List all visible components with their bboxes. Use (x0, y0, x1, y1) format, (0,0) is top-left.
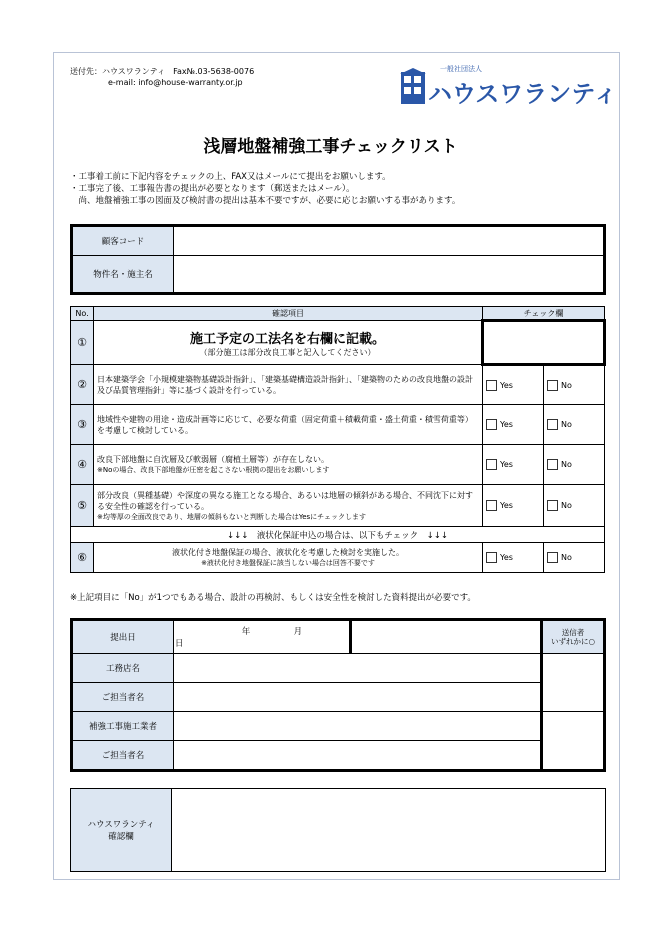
checkbox-icon (486, 380, 497, 391)
day-label: 日 (175, 639, 184, 649)
yes-label: Yes (500, 460, 513, 469)
liquefaction-note: ↓↓↓ 液状化保証申込の場合は、以下もチェック ↓↓↓ (71, 527, 605, 543)
property-name-field[interactable] (174, 256, 605, 294)
item-text: 改良下部地盤に自沈層及び軟弱層（腐植土層等）が存在しない。 (97, 455, 329, 464)
item-number: ④ (71, 445, 94, 485)
header-send-to (70, 66, 254, 88)
person2-field[interactable] (174, 741, 542, 771)
customer-table (70, 224, 606, 295)
note-line: ・工事着工前に下記内容をチェックの上、FAX又はメールにて提出をお願いします。 (70, 172, 391, 182)
yes-option[interactable] (483, 445, 544, 485)
no-option[interactable] (544, 445, 605, 485)
sender-sub-label: いずれかに○ (550, 637, 596, 646)
item-text: 施工予定の工法名を右欄に記載。 (189, 331, 385, 347)
method-name-field[interactable] (483, 321, 605, 365)
house-logo-icon (400, 68, 426, 106)
logo-text: ハウスワランティ (428, 80, 618, 108)
checklist-table (70, 306, 606, 573)
confirm-label-line1: ハウスワランティ (87, 820, 155, 830)
no-label: No (561, 420, 572, 429)
col-check-header: チェック欄 (483, 307, 605, 321)
no-label: No (561, 460, 572, 469)
item-number: ① (71, 321, 94, 365)
yes-label: Yes (500, 553, 513, 562)
yes-option[interactable] (483, 543, 544, 573)
checkbox-icon (547, 419, 558, 430)
col-no-header: No. (71, 307, 94, 321)
item-subnote: （部分施工は部分改良工事と記入してください） (199, 347, 376, 357)
customer-code-field[interactable] (174, 226, 605, 256)
item-number: ③ (71, 405, 94, 445)
yes-option[interactable] (483, 485, 544, 527)
no-label: No (561, 380, 572, 390)
yes-label: Yes (500, 420, 513, 429)
checklist-item-4 (94, 445, 483, 485)
checkbox-icon (547, 380, 558, 391)
footer-note: ※上記項目に「No」が1つでもある場合、設計の再検討、もしくは安全性を検討した資料提出が必要です。 (70, 593, 476, 603)
logo-subtitle: 一般社団法人 (440, 65, 482, 73)
no-option[interactable] (544, 543, 605, 573)
confirm-field (172, 789, 606, 872)
no-label: No (561, 553, 572, 562)
date-label: 提出日 (72, 620, 174, 654)
item-subnote: ※Noの場合、改良下部地盤が圧密を起こさない根拠の提出をお願いします (97, 466, 330, 474)
person-field[interactable] (174, 683, 542, 712)
no-option[interactable] (544, 365, 605, 405)
checkbox-icon (547, 552, 558, 563)
confirm-label-line2: 確認欄 (108, 832, 134, 842)
col-item-header: 確認項目 (94, 307, 483, 321)
checklist-item-2: 日本建築学会「小規模建築物基礎設計指針」、「建築基礎構造設計指針」、「建築物のための改良地盤の設計及び品質管理指針」等に基づく設計を行っている。 (94, 365, 483, 405)
item-text: 部分改良（異種基礎）や深度の異なる施工となる場合、あるいは地層の傾斜がある場合、不同沈下に対する安全性の確認を行っている。 (97, 490, 473, 511)
checkbox-icon (486, 419, 497, 430)
builder-field[interactable] (174, 654, 542, 683)
submission-table (70, 618, 606, 772)
year-label: 年 (241, 627, 251, 637)
yes-label: Yes (500, 501, 513, 510)
item-number: ⑥ (71, 543, 94, 573)
send-to-text: 送付先：ハウスワランティ Fax№.03-5638-0076 (70, 67, 255, 76)
item-number: ② (71, 365, 94, 405)
no-option[interactable] (544, 405, 605, 445)
note-line: 尚、地盤補強工事の図面及び検討書の提出は基本不要ですが、必要に応じお願いする事があります。 (70, 196, 461, 206)
checkbox-icon (486, 500, 497, 511)
house-warranty-logo (400, 62, 618, 108)
sender-header (542, 620, 605, 654)
checkbox-icon (547, 459, 558, 470)
yes-option[interactable] (483, 405, 544, 445)
no-option[interactable] (544, 485, 605, 527)
checkbox-icon (547, 500, 558, 511)
instructions (70, 171, 460, 207)
item-number: ⑤ (71, 485, 94, 527)
yes-label: Yes (500, 380, 513, 390)
item-subnote: ※液状化付き地盤保証に該当しない場合は回答不要です (201, 559, 375, 567)
no-label: No (561, 501, 572, 510)
property-name-label: 物件名・施主名 (72, 256, 174, 294)
sender-mark-builder[interactable] (542, 654, 605, 712)
date-field[interactable] (174, 620, 351, 654)
item-text: 液状化付き地盤保証の場合、液状化を考慮した検討を実施した。 (172, 548, 404, 557)
person-label: ご担当者名 (72, 683, 174, 712)
checklist-item-6 (94, 543, 483, 573)
month-label: 月 (293, 627, 303, 637)
sender-mark-contractor[interactable] (542, 712, 605, 771)
checklist-item-3: 地域性や建物の用途・造成計画等に応じて、必要な荷重（固定荷重＋積載荷重・盛土荷重・積雪荷重等）を考慮して検討している。 (94, 405, 483, 445)
confirmation-table (70, 788, 606, 872)
checklist-item-1 (94, 321, 483, 365)
item-subnote: ※均等厚の全面改良であり、地層の傾斜もないと判断した場合はYesにチェックします (97, 512, 366, 521)
checkbox-icon (486, 552, 497, 563)
contractor-label: 補強工事施工業者 (72, 712, 174, 741)
contractor-field[interactable] (174, 712, 542, 741)
customer-code-label: 顧客コード (72, 226, 174, 256)
email-text: e-mail: info@house-warranty.or.jp (108, 78, 243, 87)
yes-option[interactable] (483, 365, 544, 405)
note-line: ・工事完了後、工事報告書の提出が必要となります（郵送またはメール）。 (70, 184, 355, 194)
builder-label: 工務店名 (72, 654, 174, 683)
page-title: 浅層地盤補強工事チェックリスト (203, 137, 458, 157)
checkbox-icon (486, 459, 497, 470)
person2-label: ご担当者名 (72, 741, 174, 771)
sender-label: 送信者 (561, 628, 585, 637)
checklist-item-5 (94, 485, 483, 527)
confirm-label (71, 789, 172, 872)
